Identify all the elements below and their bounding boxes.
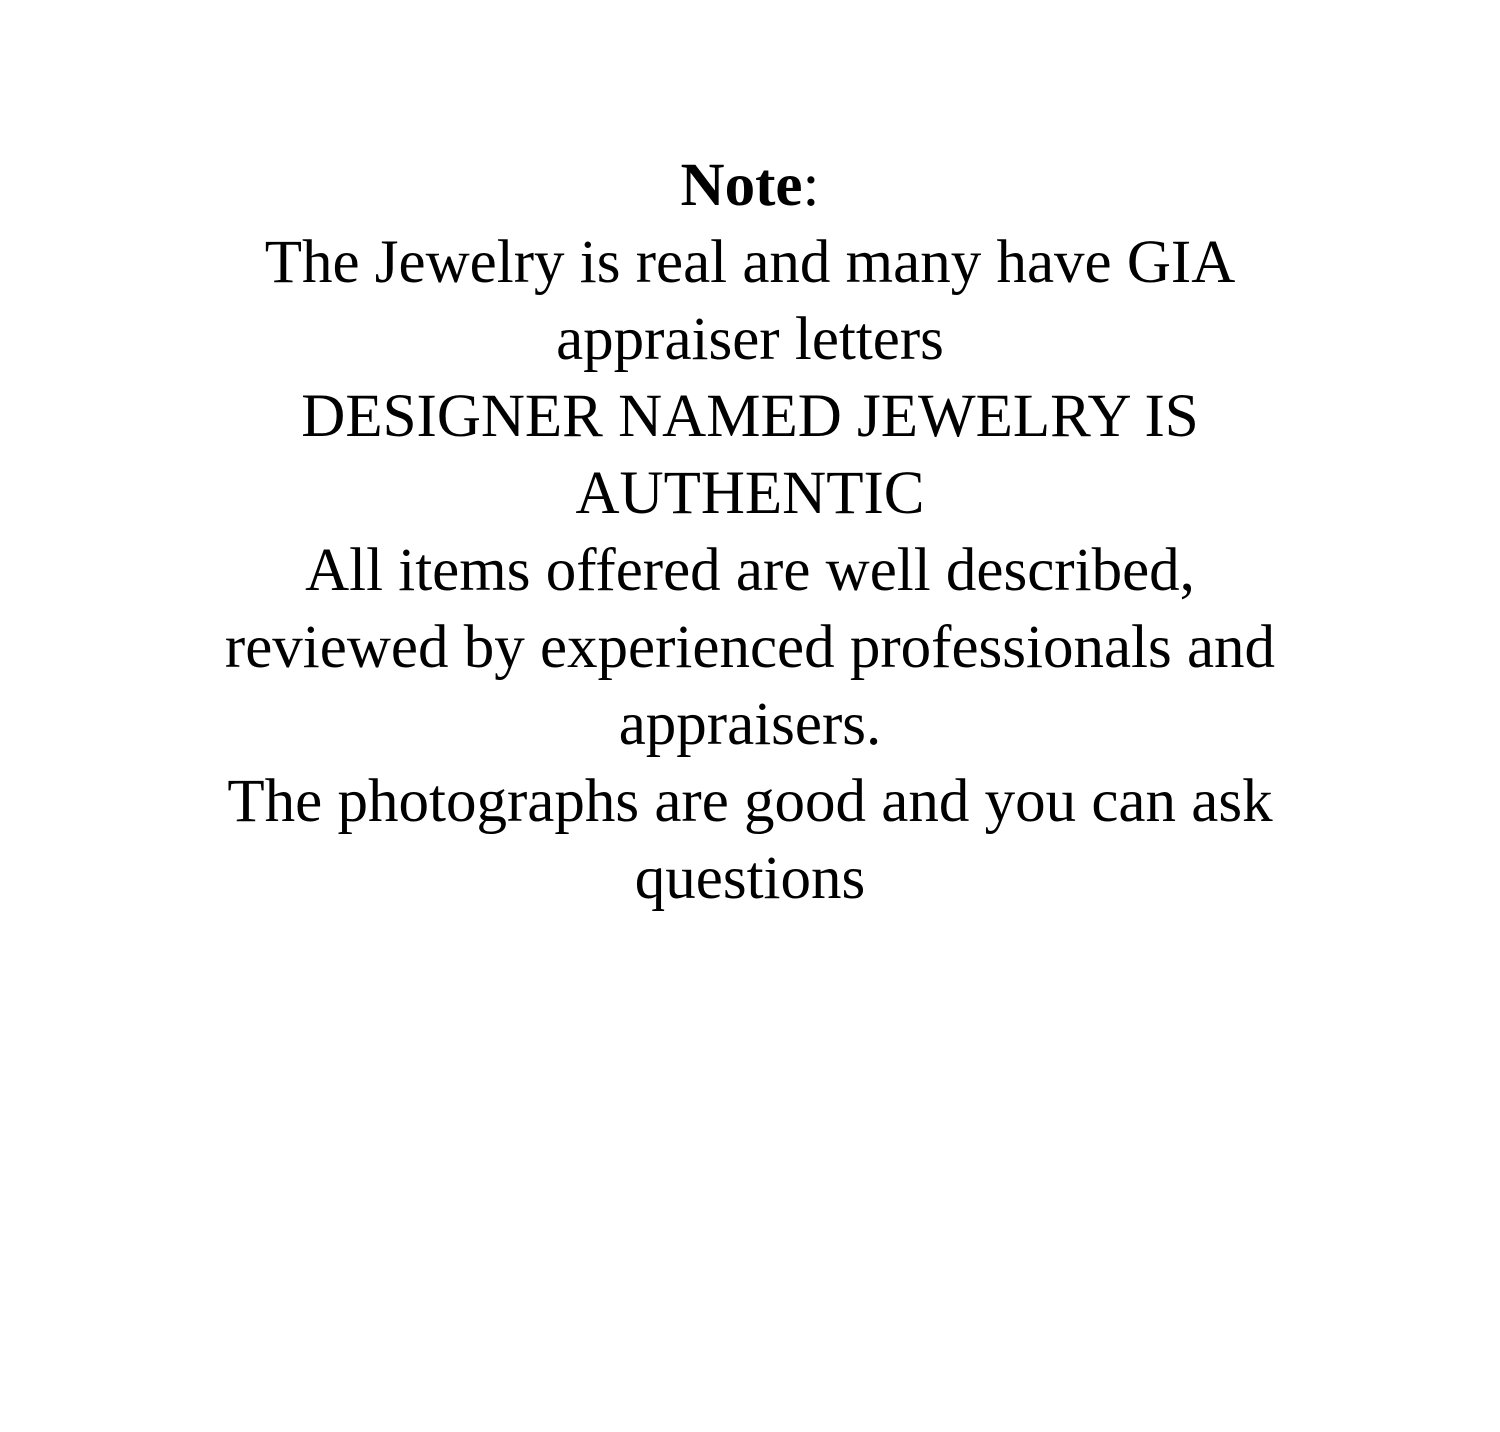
text-line: The photographs are good and you can ask (227, 768, 1273, 835)
text-line: The Jewelry is real and many have GIA (264, 229, 1236, 296)
text-line: All items offered are well described, (305, 537, 1195, 604)
note-heading-colon: : (802, 152, 820, 219)
text-line: appraiser letters (556, 306, 944, 373)
text-line: reviewed by experienced professionals and (224, 614, 1276, 681)
note-text-block (0, 147, 1500, 917)
note-heading-word: Note (680, 152, 803, 219)
text-line: DESIGNER NAMED JEWELRY IS (301, 383, 1199, 450)
text-line: appraisers. (618, 691, 882, 758)
text-line: AUTHENTIC (575, 460, 925, 527)
note-heading (0, 147, 1500, 224)
text-line: questions (634, 845, 866, 912)
